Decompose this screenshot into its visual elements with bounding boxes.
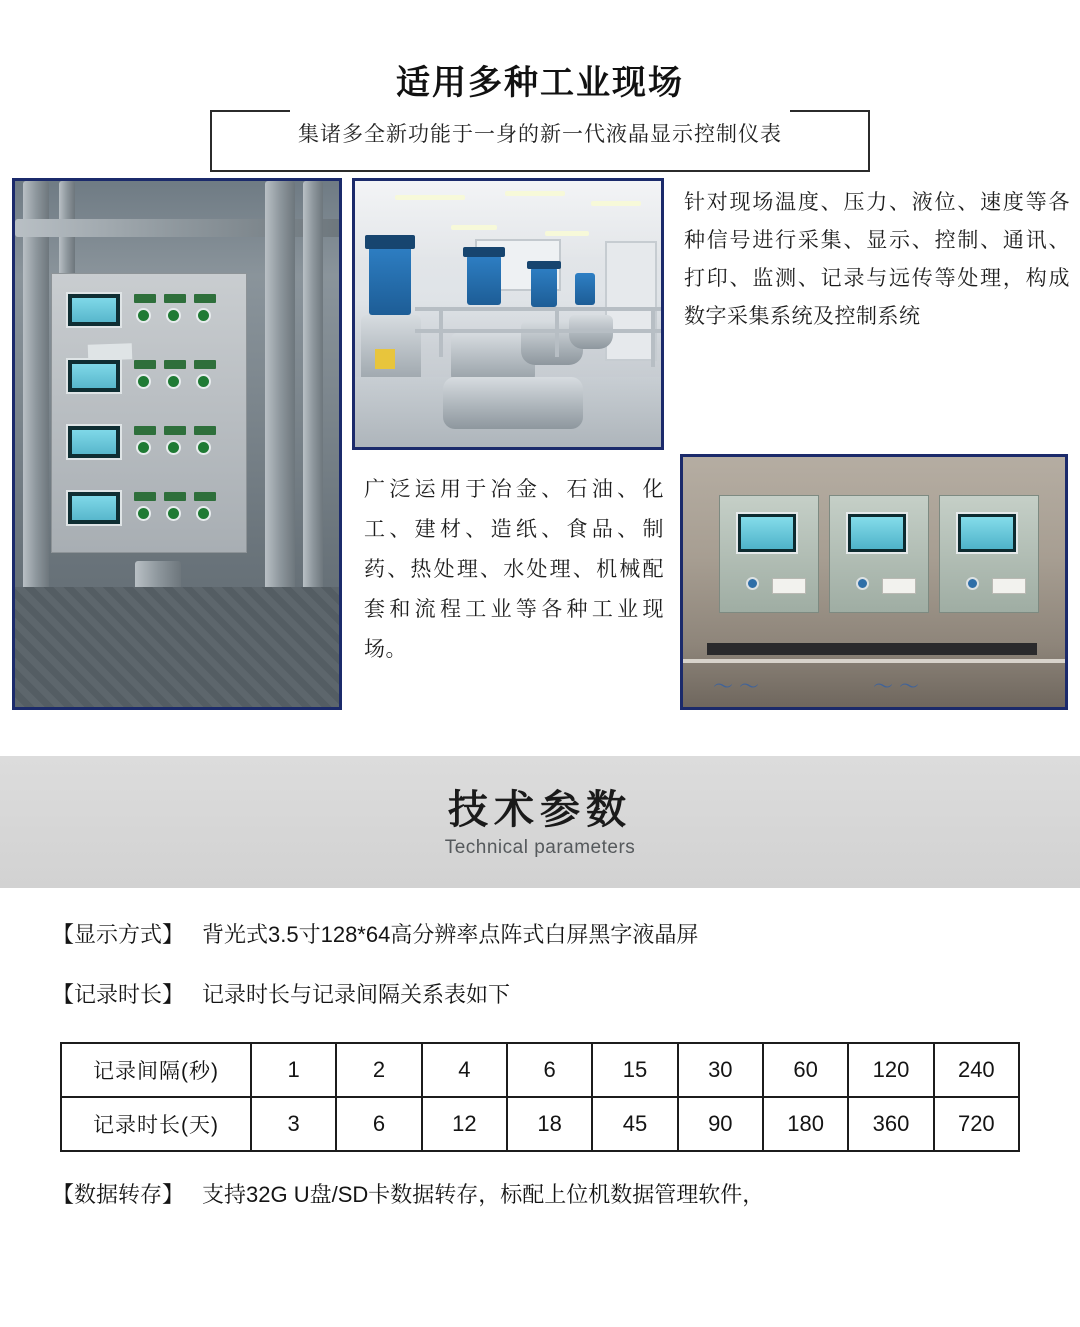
table-row-label-interval: 记录间隔(秒) xyxy=(61,1043,251,1097)
table-cell: 15 xyxy=(592,1043,677,1097)
page-subtitle: 集诸多全新功能于一身的新一代液晶显示控制仪表 xyxy=(298,123,782,146)
spec-list xyxy=(0,888,1080,1012)
collage-text-industries: 广泛运用于冶金、石油、化工、建材、造纸、食品、制药、热处理、水处理、机械配套和流程工业等各种工业现场。 xyxy=(364,478,664,661)
photo-control-cabinet xyxy=(12,178,342,710)
photo-mixing-workshop xyxy=(352,178,664,450)
table-cell: 12 xyxy=(422,1097,507,1151)
section-title-en: Technical parameters xyxy=(444,837,636,858)
table-cell: 3 xyxy=(251,1097,336,1151)
spec-value-record-duration: 记录时长与记录间隔关系表如下 xyxy=(202,982,511,1007)
table-cell: 18 xyxy=(507,1097,592,1151)
page-title: 适用多种工业现场 xyxy=(396,64,684,102)
table-cell: 360 xyxy=(848,1097,933,1151)
table-cell: 30 xyxy=(678,1043,763,1097)
section-banner-technical-parameters xyxy=(0,756,1080,888)
table-row xyxy=(61,1097,1019,1151)
table-row-label-duration: 记录时长(天) xyxy=(61,1097,251,1151)
page-header xyxy=(0,0,1080,172)
table-cell: 4 xyxy=(422,1043,507,1097)
table-cell: 6 xyxy=(336,1097,421,1151)
photo-wall-cabinets: ～～ ～～ xyxy=(680,454,1068,710)
record-interval-table-wrap xyxy=(0,1038,1080,1152)
spec-key-data-transfer: 【数据转存】 xyxy=(52,1182,185,1207)
table-cell: 1 xyxy=(251,1043,336,1097)
table-cell: 120 xyxy=(848,1043,933,1097)
spec-key-record-duration: 【记录时长】 xyxy=(52,982,185,1007)
spec-list-tail xyxy=(0,1152,1080,1234)
table-cell: 45 xyxy=(592,1097,677,1151)
table-cell: 90 xyxy=(678,1097,763,1151)
spec-value-display: 背光式3.5寸128*64高分辨率点阵式白屏黑字液晶屏 xyxy=(202,922,699,947)
table-cell: 6 xyxy=(507,1043,592,1097)
table-cell: 720 xyxy=(934,1097,1019,1151)
table-cell: 180 xyxy=(763,1097,848,1151)
spec-value-data-transfer: 支持32G U盘/SD卡数据转存，标配上位机数据管理软件， xyxy=(202,1182,765,1207)
section-title-cn: 技术参数 xyxy=(448,788,632,832)
table-row xyxy=(61,1043,1019,1097)
photo-collage xyxy=(0,178,1080,738)
spec-row-record-duration xyxy=(52,978,1028,1012)
spec-row-data-transfer xyxy=(52,1178,1028,1212)
collage-text-signal-processing: 针对现场温度、压力、液位、速度等各种信号进行采集、显示、控制、通讯、打印、监测、记录与远传等处理，构成数字采集系统及控制系统 xyxy=(684,191,1070,328)
table-cell: 240 xyxy=(934,1043,1019,1097)
table-cell: 2 xyxy=(336,1043,421,1097)
spec-key-display: 【显示方式】 xyxy=(52,922,185,947)
spec-row-display xyxy=(52,918,1028,952)
table-cell: 60 xyxy=(763,1043,848,1097)
record-interval-table xyxy=(60,1042,1020,1152)
